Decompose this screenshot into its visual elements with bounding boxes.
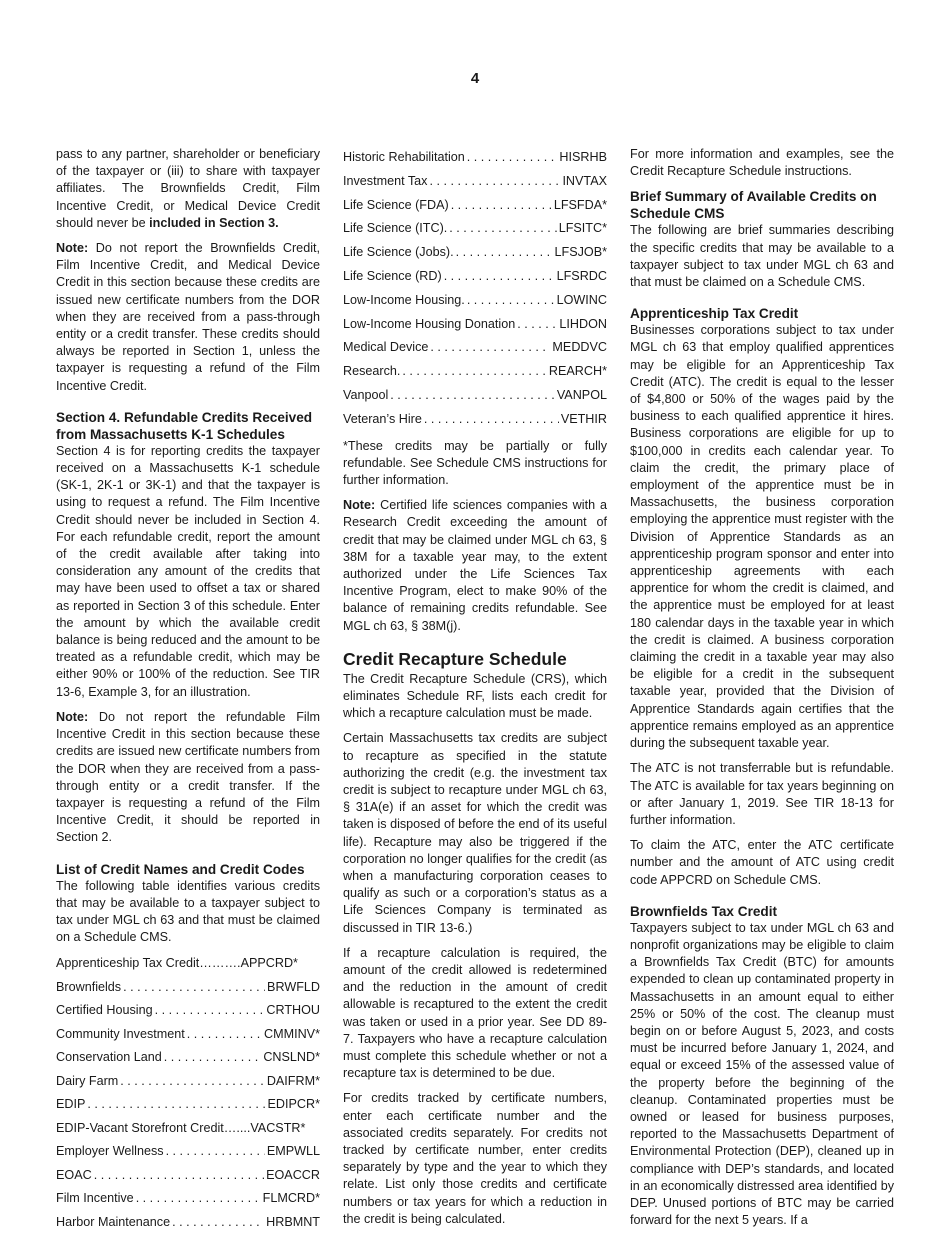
credit-code-row: Historic Rehabilitation . . . HISRHB bbox=[343, 146, 607, 170]
credit-code-row: Dairy Farm . . . DAIFRM* bbox=[56, 1070, 320, 1094]
credit-code-row: Investment Tax . . . INVTAX bbox=[343, 170, 607, 194]
section4-heading: Section 4. Refundable Credits Received from Massachusetts K-1 Schedules bbox=[56, 409, 313, 442]
apprenticeship-paragraph: To claim the ATC, enter the ATC certificate number and the amount of ATC using credit code APPCRD on Schedule CMS. bbox=[630, 838, 894, 887]
dot-leader bbox=[444, 265, 555, 289]
dot-leader bbox=[517, 313, 557, 337]
page-number: 4 bbox=[470, 70, 480, 87]
credit-recapture-heading: Credit Recapture Schedule bbox=[343, 648, 567, 669]
credit-code-row: Vanpool . . . VANPOL bbox=[343, 384, 607, 408]
apprenticeship-paragraph: The ATC is not transferrable but is refundable. The ATC is available for tax years beginning on or after January 1, 2019. See TIR 18-13 for further information. bbox=[630, 761, 894, 827]
credit-code-row: Harbor Maintenance . . . HRBMNT bbox=[56, 1211, 320, 1235]
credit-code-row: Conservation Land . . . CNSLND* bbox=[56, 1046, 320, 1070]
note-paragraph: Note: Do not report the refundable Film Incentive Credit in this section because these credits are issued new certificate numbers from the DOR when they are received from a pass-through entity or a credit transfer. If the taxpayer is requesting a refund of the Film Incentive Credit, it should be reported in Section 2. bbox=[56, 709, 320, 845]
dot-leader bbox=[187, 1023, 262, 1047]
note-paragraph: Note: Certified life sciences companies with a Research Credit exceeding the amount of credit that may be claimed under MGL ch 63, § 38M for a taxable year may, to the extent authorized under the Life Sciences Tax Incentive Program, elect to make 90% of the balance of remaining credits refundable. See MGL ch 63, § 38M(j). bbox=[343, 498, 607, 633]
column-middle bbox=[343, 146, 607, 1236]
intro-paragraph: pass to any partner, shareholder or beneficiary of the taxpayer or (iii) to share with taxpayer affiliates. The Brownfields Credit, Film Incentive Credit, or Medical Device Credit should never be included in Section 3. bbox=[56, 147, 320, 230]
dot-leader bbox=[390, 384, 555, 408]
dot-leader bbox=[430, 336, 550, 360]
credit-code-list-left bbox=[56, 952, 320, 1234]
credit-code-row: Low-Income Housing Donation . . . LIHDON bbox=[343, 313, 607, 337]
apprenticeship-paragraph: Businesses corporations subject to tax under MGL ch 63 that employ qualified apprentices may be eligible for an Apprenticeship Tax Credit (ATC). The credit is equal to the lesser of $4,800 or 50% of the wages paid by the business to each qualified apprentice it hires. Business corporations are eligible for up to $100,000 in credits each calendar year. To claim the credit, the primary place of employment of the apprentice must be in Massachusetts, the business corporation employing the apprentice must register with the Division of Apprentice Standards as an apprenticeship program sponsor and enter into apprenticeship agreements with each apprentice for whom the credit is claimed, and the apprentice must be employed for at least 180 calendar days in the taxable year in which the credit is claimed. A business corporation claiming the credit in a taxable year may also be eligible for a credit in the subsequent taxable year, provided that the Division of Apprentice Standards again certifies that the apprentice remains employed as an apprentice during the subsequent taxable year. bbox=[630, 323, 894, 751]
summary-paragraph: The following are brief summaries describing the specific credits that may be available to a taxpayer subject to tax under MGL ch 63 and that must be claimed on a Schedule CMS. bbox=[630, 223, 894, 290]
credit-code-row: Apprenticeship Tax Credit………. APPCRD* bbox=[56, 956, 298, 971]
recapture-paragraph: For credits tracked by certificate numbers, enter each certificate number and the associated credits separately. For credits not tracked by certificate number, enter credits separately by type and the year to which they relate. List only those credits and certificate numbers or tax years for which a reduction in the credit is being calculated. bbox=[343, 1091, 607, 1226]
dot-leader bbox=[164, 1046, 262, 1070]
credit-code-row: Low-Income Housing. . . . LOWINC bbox=[343, 289, 607, 313]
column-left bbox=[56, 146, 320, 1242]
credit-code-row: Brownfields . . . BRWFLD bbox=[56, 976, 320, 1000]
credit-code-row: Veteran’s Hire . . . VETHIR bbox=[343, 408, 607, 432]
credit-code-row: Film Incentive . . . FLMCRD* bbox=[56, 1187, 320, 1211]
intro-paragraph: For more information and examples, see the Credit Recapture Schedule instructions. bbox=[630, 147, 894, 179]
dot-leader bbox=[424, 408, 559, 432]
credit-code-row: Community Investment . . . CMMINV* bbox=[56, 1023, 320, 1047]
credit-code-row: Life Science (ITC). . . . LFSITC* bbox=[343, 217, 607, 241]
recapture-paragraph: Certain Massachusetts tax credits are subject to recapture as specified in the statute authorizing the credit (e.g. the investment tax credit is subject to recapture under MGL ch 63, § 31A(e) if an asset for which the credit was taken is disposed of before the end of its useful life). Recapture may also be triggered if the corporation no longer qualifies for the credit (as when a manufacturing corporation ceases to qualify as such or a corporation’s status as a Life Sciences Company is terminated as discussed in TIR 13-6.) bbox=[343, 731, 607, 935]
dot-leader bbox=[449, 217, 556, 241]
credit-code-row: EOAC . . . EOACCR bbox=[56, 1164, 320, 1188]
dot-leader bbox=[120, 1070, 265, 1094]
dot-leader bbox=[166, 1140, 265, 1164]
dot-leader bbox=[467, 289, 555, 313]
credit-code-row: Certified Housing . . . CRTHOU bbox=[56, 999, 320, 1023]
credit-code-list-right bbox=[343, 146, 607, 432]
credit-list-intro: The following table identifies various credits that may be available to a taxpayer subject to tax under MGL ch 63 and that must be claimed on a Schedule CMS. bbox=[56, 878, 320, 945]
credit-code-row: EDIP . . . EDIPCR* bbox=[56, 1093, 320, 1117]
brownfields-paragraph: Taxpayers subject to tax under MGL ch 63 and nonprofit organizations may be eligible to claim a Brownfields Tax Credit (BTC) for amounts expended to clean up contaminated property in Massachusetts in an amount equal to either 25% or 50% of the cost. The cleanup must begin on or before August 5, 2023, and costs must be incurred before January 1, 2024, and equal or exceed 15% of the assessed value of the property before the beginning of the cleanup. Contaminated properties must be owned or leased for business purposes, reported to the Massachusetts Department of Environmental Protection (DEP), cleaned up in compliance with DEP’s standards, and located in an economically distressed area identified by DEP. Unused portions of BTC may be carried forward for the next 5 years. If a bbox=[630, 920, 894, 1228]
brownfields-heading: Brownfields Tax Credit bbox=[630, 903, 778, 919]
column-right bbox=[630, 146, 894, 1237]
credit-code-row: Life Science (Jobs). . . . LFSJOB* bbox=[343, 241, 607, 265]
dot-leader bbox=[456, 241, 553, 265]
credit-code-row: Life Science (RD) . . . LFSRDC bbox=[343, 265, 607, 289]
dot-leader bbox=[136, 1187, 261, 1211]
dot-leader bbox=[451, 194, 552, 218]
recapture-paragraph: If a recapture calculation is required, the amount of the credit allowed is redetermined and the reduction in the amount of credit allowable is recaptured to the extent the credit was taken or used in a prior year. See DD 89-7. Taxpayers who have a recapture calculation must complete this schedule whether or not a recapture tax is determined to be due. bbox=[343, 945, 607, 1081]
dot-leader bbox=[429, 170, 560, 194]
dot-leader bbox=[87, 1093, 265, 1117]
dot-leader bbox=[467, 146, 558, 170]
credit-code-row: Medical Device . . . MEDDVC bbox=[343, 336, 607, 360]
note-paragraph: Note: Do not report the Brownfields Credit, Film Incentive Credit, and Medical Device Credit in this section because these credits are issued new certificate numbers from the DOR when they are received from a pass-through entity or a credit transfer. These credits should always be reported in Section 1, unless the taxpayer is requesting a refund of the Film Incentive Credit. bbox=[56, 241, 320, 393]
refundable-footnote: *These credits may be partially or fully refundable. See Schedule CMS instructions for further information. bbox=[343, 438, 607, 487]
dot-leader bbox=[172, 1211, 264, 1235]
credit-list-heading: List of Credit Names and Credit Codes bbox=[56, 861, 305, 877]
credit-code-row: Life Science (FDA) . . . LFSFDA* bbox=[343, 194, 607, 218]
dot-leader bbox=[155, 999, 265, 1023]
credit-code-row: EDIP-Vacant Storefront Credit….... VACSTR* bbox=[56, 1120, 306, 1135]
section4-paragraph: Section 4 is for reporting credits the taxpayer received on a Massachusetts K-1 schedule (SK-1, 2K-1 or 3K-1) and that the taxpayer is using to request a refund. The Film Incentive Credit should never be included in Section 4. For each refundable credit, report the amount of the credit available after taking into consideration any amount of the credits that may have been used to offset a tax or shared as reported in Section 3 of this schedule. Enter the amount by which the available credit balance is being reduced and the amount to be treated as a refundable credit, which may be either 90% or 100% of the reduction. See TIR 13-6, Example 3, for an illustration. bbox=[56, 443, 320, 699]
dot-leader bbox=[402, 360, 547, 384]
dot-leader bbox=[123, 976, 265, 1000]
recapture-paragraph: The Credit Recapture Schedule (CRS), which eliminates Schedule RF, lists each credit for which a recapture calculation must be made. bbox=[343, 671, 607, 721]
apprenticeship-heading: Apprenticeship Tax Credit bbox=[630, 306, 799, 322]
credit-code-row: Employer Wellness . . . EMPWLL bbox=[56, 1140, 320, 1164]
summary-heading: Brief Summary of Available Credits on Schedule CMS bbox=[630, 189, 877, 222]
credit-code-row: Research. . . . REARCH* bbox=[343, 360, 607, 384]
dot-leader bbox=[94, 1164, 264, 1188]
